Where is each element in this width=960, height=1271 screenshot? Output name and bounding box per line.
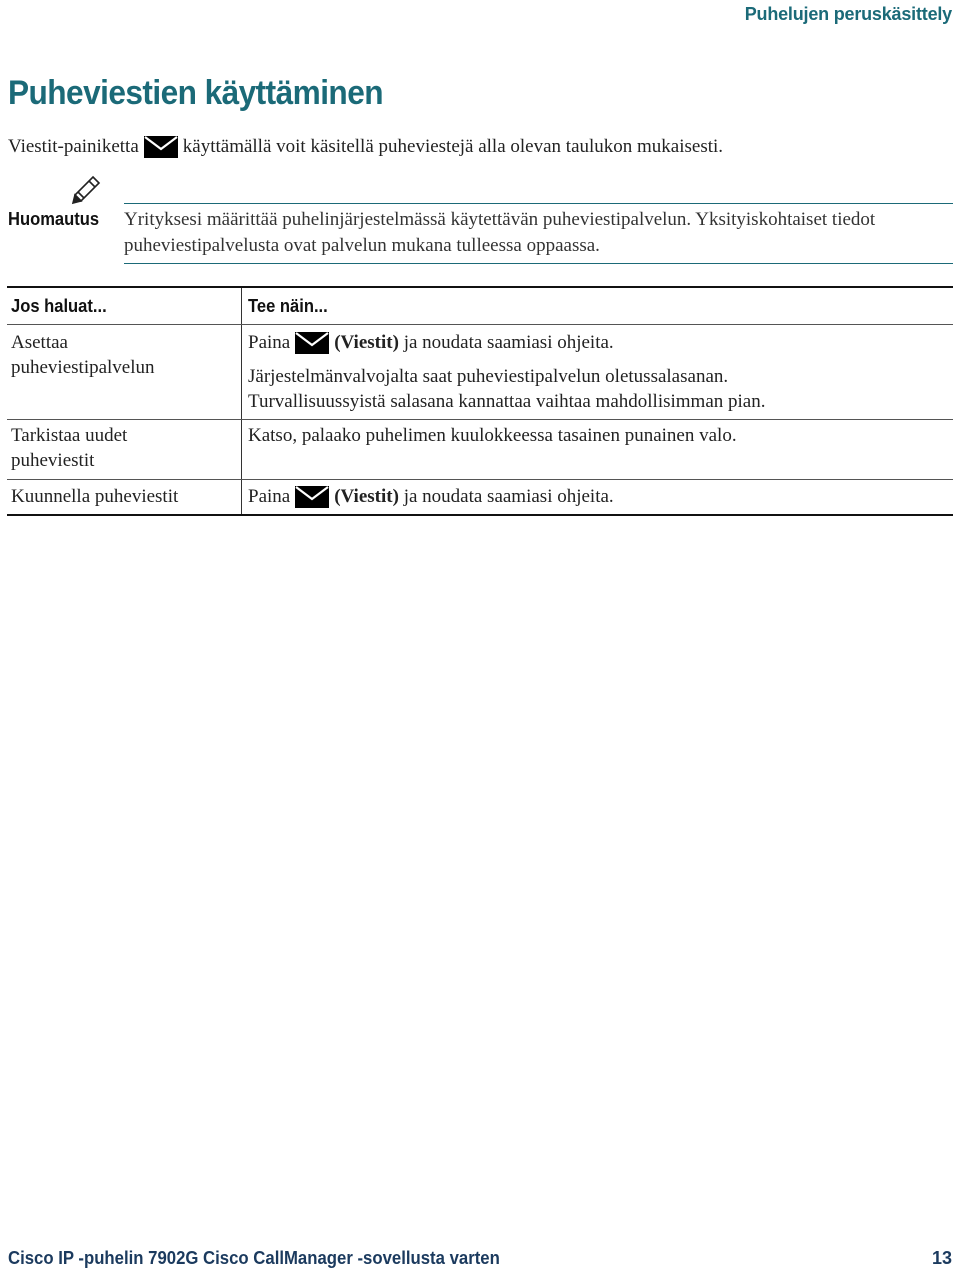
action-button-name: (Viestit) (334, 486, 399, 507)
column-header-action: Tee näin... (248, 295, 328, 316)
action-suffix: ja noudata saamiasi ohjeita. (403, 332, 614, 353)
note-label: Huomautus (8, 209, 100, 229)
action-suffix: ja noudata saamiasi ohjeita. (403, 486, 614, 507)
intro-paragraph (8, 136, 723, 158)
envelope-icon (295, 332, 329, 354)
task-text: puheviestipalvelun (11, 357, 155, 378)
table-row (7, 480, 953, 516)
task-text: puheviestit (11, 450, 95, 471)
action-extra-line: Turvallisuussyistä salasana kannattaa vaihtaa mahdollisimman pian. (248, 391, 766, 412)
table-header-row (7, 286, 953, 325)
envelope-icon (144, 136, 178, 158)
envelope-icon (295, 486, 329, 508)
intro-text-after: käyttämällä voit käsitellä puheviestejä alla olevan taulukon mukaisesti. (182, 136, 724, 157)
action-text: Katso, palaako puhelimen kuulokkeessa tasainen punainen valo. (248, 425, 737, 446)
intro-text-before: Viestit-painiketta (8, 136, 139, 157)
table-row (7, 420, 953, 480)
pencil-icon (71, 175, 101, 205)
footer-title: Cisco IP -puhelin 7902G Cisco CallManager -sovellusta varten (8, 1248, 500, 1268)
note-text: Yrityksesi määrittää puhelinjärjestelmässä käytettävän puheviestipalvelun. Yksityiskohtaiset tiedot puheviestipalvelusta ovat palvelun mukana tulleessa oppaassa. (124, 209, 876, 256)
action-prefix: Paina (248, 486, 291, 507)
action-button-name: (Viestit) (334, 332, 399, 353)
note-rule-bottom (124, 263, 953, 264)
page-number: 13 (931, 1248, 952, 1268)
task-table (7, 286, 953, 516)
action-extra-line: Järjestelmänvalvojalta saat puheviestipalvelun oletussalasanan. (248, 366, 729, 387)
table-row (7, 325, 953, 420)
column-header-task: Jos haluat... (11, 295, 107, 316)
action-prefix: Paina (248, 332, 291, 353)
task-text: Kuunnella puheviestit (11, 486, 179, 507)
task-text: Tarkistaa uudet (11, 425, 128, 446)
task-text: Asettaa (11, 332, 68, 353)
note-rule-top (124, 203, 953, 204)
page-title: Puheviestien käyttäminen (8, 74, 383, 112)
running-header: Puhelujen peruskäsittely (744, 4, 952, 24)
